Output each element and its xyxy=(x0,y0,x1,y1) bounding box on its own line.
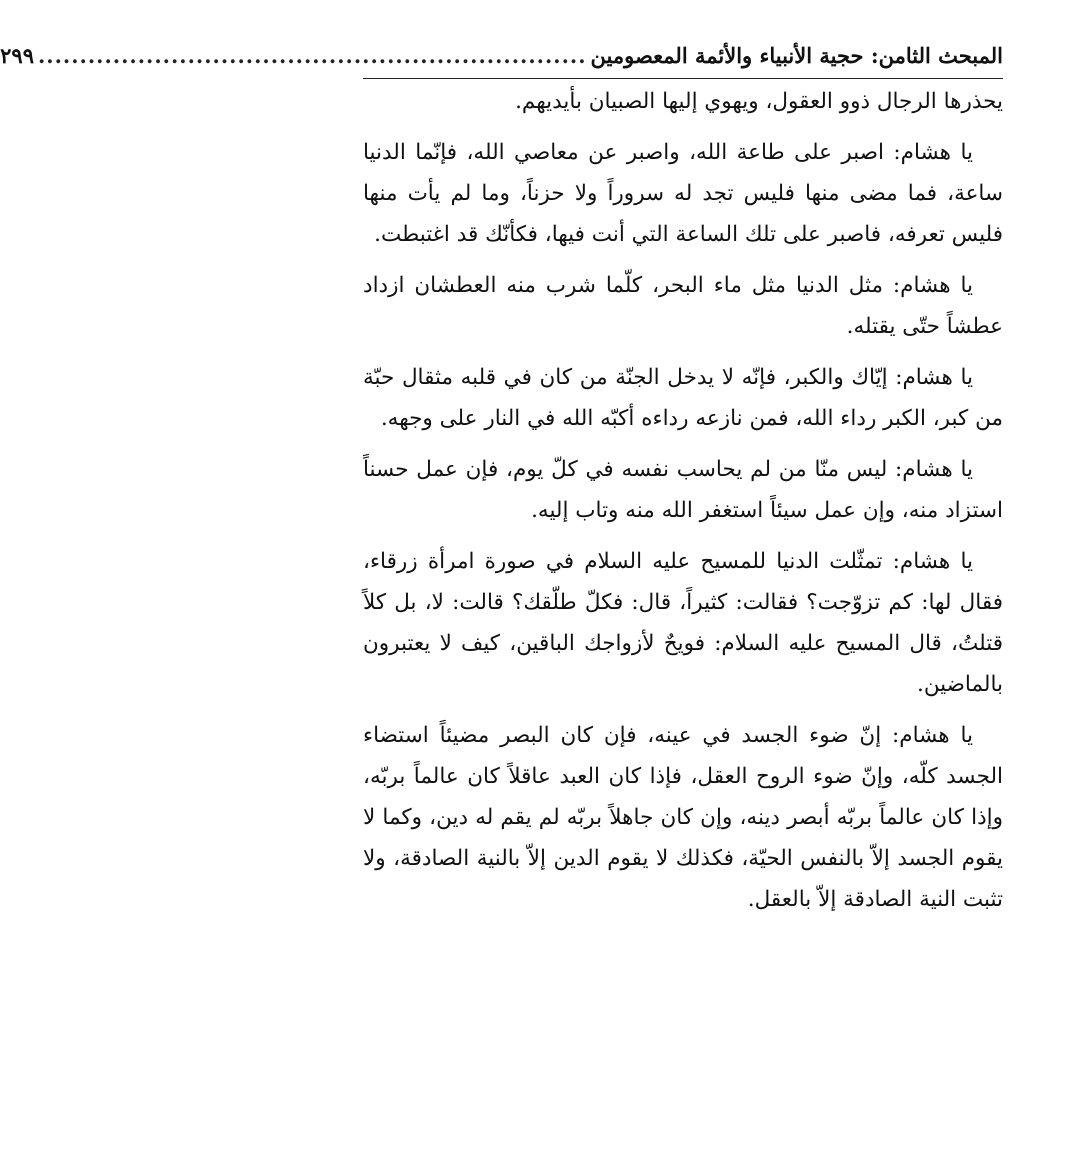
page-number: ٢٩٩ xyxy=(0,43,34,68)
paragraph-continuation: يحذرها الرجال ذوو العقول، ويهوي إليها الصبيان بأيديهم. xyxy=(515,89,1003,114)
paragraph-self-account: يا هشام: ليس منّا من لم يحاسب نفسه في كلّ يوم، فإن عمل حسناً استزاد منه، وإن عمل سيئاً استغفر الله منه وتاب إليه. xyxy=(363,457,1003,523)
book-page xyxy=(0,36,1003,1125)
chapter-title: المبحث الثامن: حجية الأنبياء والأئمة المعصومين xyxy=(590,43,1003,68)
paragraph-patience: يا هشام: اصبر على طاعة الله، واصبر عن معاصي الله، فإنّما الدنيا ساعة، فما مضى منها فليس تجد له سروراً ولا حزناً، وما لم يأت منها فليس تعرفه، فاصبر على تلك الساعة التي أنت فيها، فكأنّك قد اغتبطت. xyxy=(363,140,1003,247)
paragraph-messiah: يا هشام: تمثّلت الدنيا للمسيح عليه السلام في صورة امرأة زرقاء، فقال لها: كم تزوّجت؟ فقالت: كثيراً، قال: فكلّ طلّقك؟ قالت: لا، بل كلاً قتلتُ، قال المسيح عليه السلام: فويحٌ لأزواجك الباقين، كيف لا يعتبرون بالماضين. xyxy=(363,549,1003,697)
paragraph-sea-water: يا هشام: مثل الدنيا مثل ماء البحر، كلّما شرب منه العطشان ازداد عطشاً حتّى يقتله. xyxy=(363,273,1003,339)
running-header xyxy=(0,36,1003,79)
leader-dots: .................................................................. xyxy=(38,43,587,68)
paragraph-arrogance: يا هشام: إيّاك والكبر، فإنّه لا يدخل الجنّة من كان في قلبه مثقال حبّة من كبر، الكبر رداء الله، فمن نازعه رداءه أكبّه الله في النار على وجهه. xyxy=(363,365,1003,431)
paragraph-light-of-body: يا هشام: إنّ ضوء الجسد في عينه، فإن كان البصر مضيئاً استضاء الجسد كلّه، وإنّ ضوء الروح العقل، فإذا كان العبد عاقلاً كان عالماً بربّه، وإذا كان عالماً بربّه أبصر دينه، وإن كان جاهلاً بربّه لم يقم له دين، وكما لا يقوم الجسد إلاّ بالنفس الحيّة، فكذلك لا يقوم الدين إلاّ بالنية الصادقة، ولا تثبت النية الصادقة إلاّ بالعقل. xyxy=(363,723,1003,912)
